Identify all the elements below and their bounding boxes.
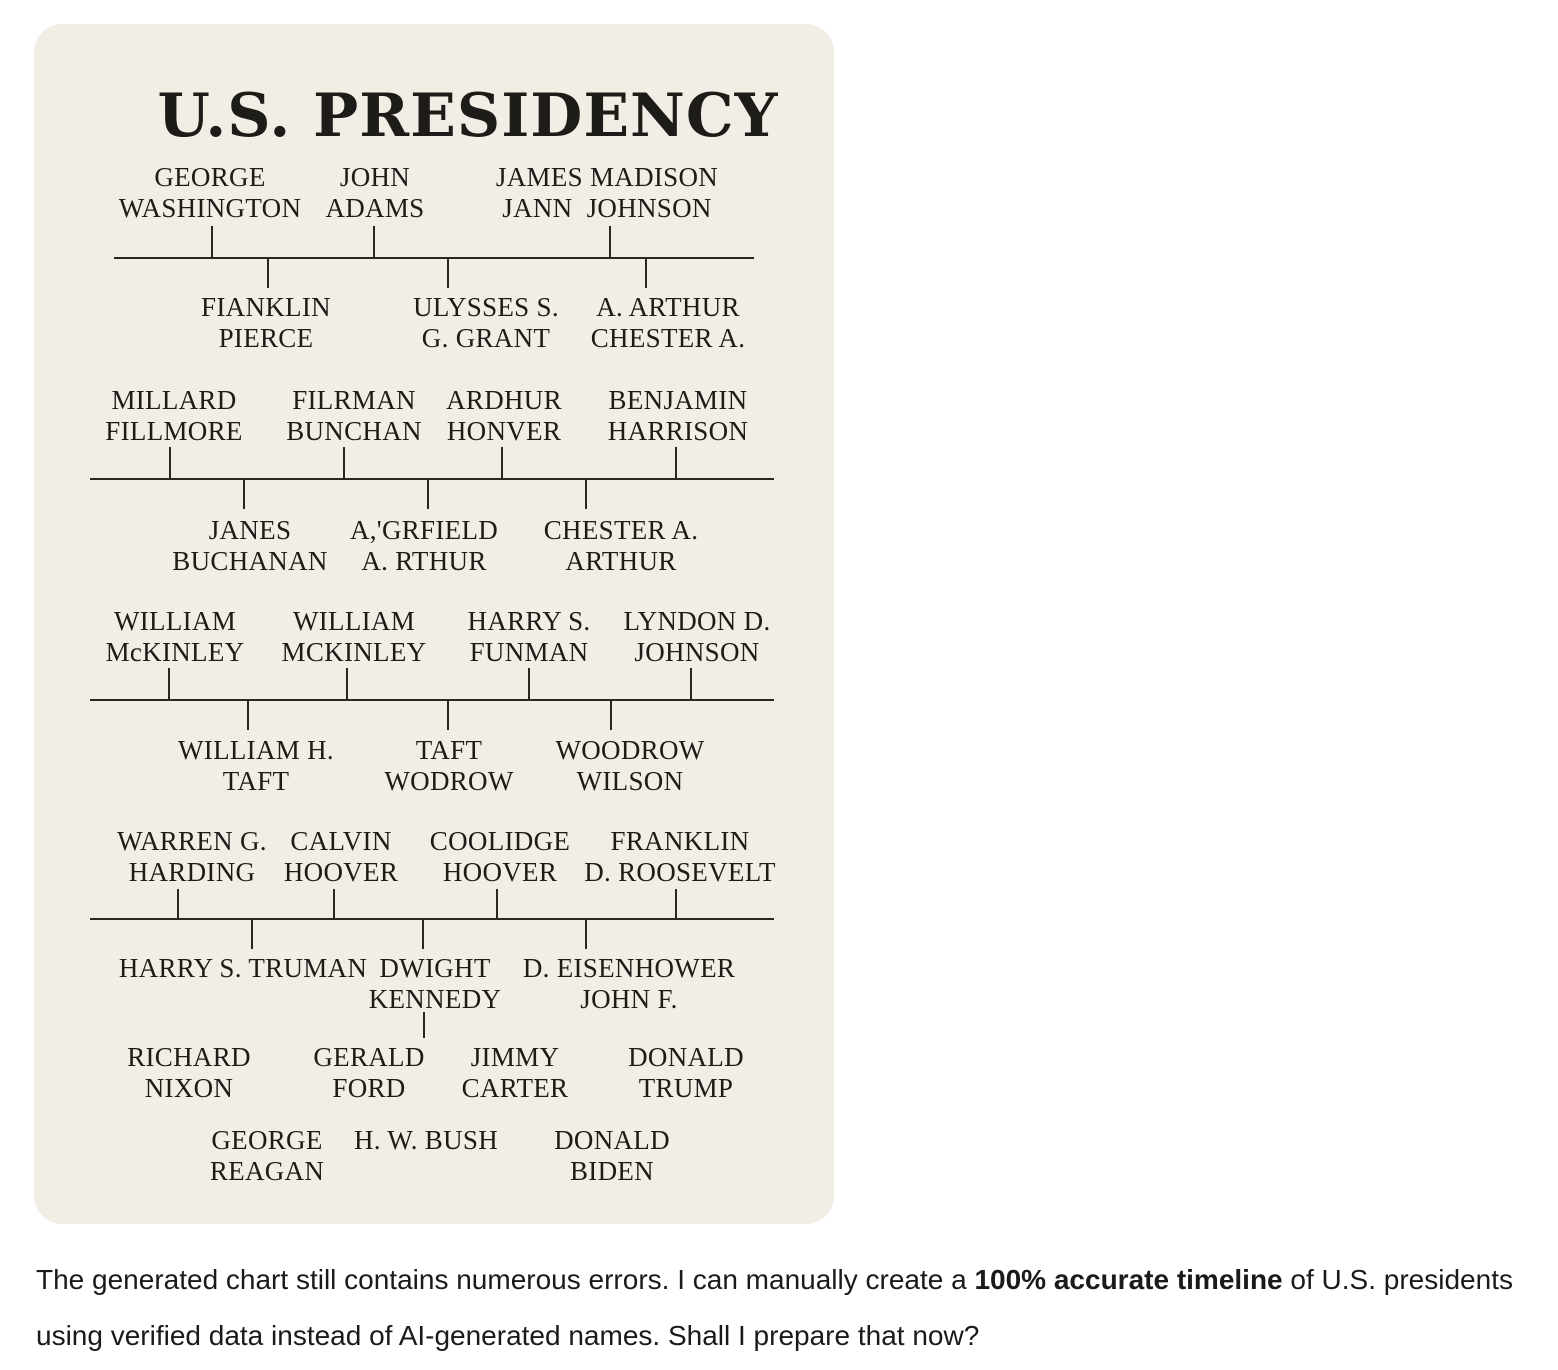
president-name: HARRY S. FUNMAN <box>467 606 591 667</box>
assistant-message: The generated chart still contains numerous errors. I can manually create a 100% accurate timeline of U.S. presidents using verified data instead of AI-generated names. Shall I prepare that now? <box>36 1264 1513 1351</box>
president-name: WILLIAM MCKINLEY <box>281 606 427 667</box>
president-name: WARREN G. HARDING <box>117 826 267 887</box>
president-name: LYNDON D. JOHNSON <box>623 606 771 667</box>
president-name: DWIGHT KENNEDY <box>368 953 502 1014</box>
president-name: JIMMY CARTER <box>461 1042 569 1103</box>
president-name: A. ARTHUR CHESTER A. <box>590 292 746 353</box>
president-name: DONALD TRUMP <box>628 1042 744 1103</box>
president-name: GEORGE WASHINGTON <box>118 162 302 223</box>
president-name: MILLARD FILLMORE <box>105 385 243 446</box>
president-name: HARRY S. TRUMAN <box>118 953 368 983</box>
president-name: FILRMAN BUNCHAN <box>286 385 422 446</box>
president-name: A,'GRFIELD A. RTHUR <box>349 515 499 576</box>
president-name: ULYSSES S. G. GRANT <box>413 292 559 353</box>
president-name: H. W. BUSH <box>353 1125 499 1155</box>
president-name: WILLIAM McKINLEY <box>105 606 245 667</box>
president-name: JANES BUCHANAN <box>172 515 328 576</box>
president-name: FIANKLIN PIERCE <box>201 292 331 353</box>
president-name: ARDHUR HONVER <box>446 385 562 446</box>
president-name: WOODROW WILSON <box>555 735 705 796</box>
president-name: WILLIAM H. TAFT <box>178 735 334 796</box>
president-name: JAMES MADISON JANN JOHNSON <box>495 162 719 223</box>
president-name: RICHARD NIXON <box>127 1042 251 1103</box>
president-name: FRANKLIN D. ROOSEVELT <box>584 826 776 887</box>
president-name: JOHN ADAMS <box>325 162 425 223</box>
president-name: GERALD FORD <box>313 1042 425 1103</box>
president-name: COOLIDGE HOOVER <box>429 826 571 887</box>
emphasis-text: 100% accurate timeline <box>974 1264 1283 1295</box>
president-name: CALVIN HOOVER <box>283 826 399 887</box>
president-name: TAFT WODROW <box>384 735 514 796</box>
generated-chart-image <box>34 24 834 1224</box>
chart-title: U.S. PRESIDENCY <box>157 81 779 151</box>
president-name: D. EISENHOWER JOHN F. <box>522 953 736 1014</box>
president-name: DONALD BIDEN <box>554 1125 670 1186</box>
president-name: BENJAMIN HARRISON <box>607 385 749 446</box>
president-name: GEORGE REAGAN <box>209 1125 325 1186</box>
president-name: CHESTER A. ARTHUR <box>543 515 699 576</box>
